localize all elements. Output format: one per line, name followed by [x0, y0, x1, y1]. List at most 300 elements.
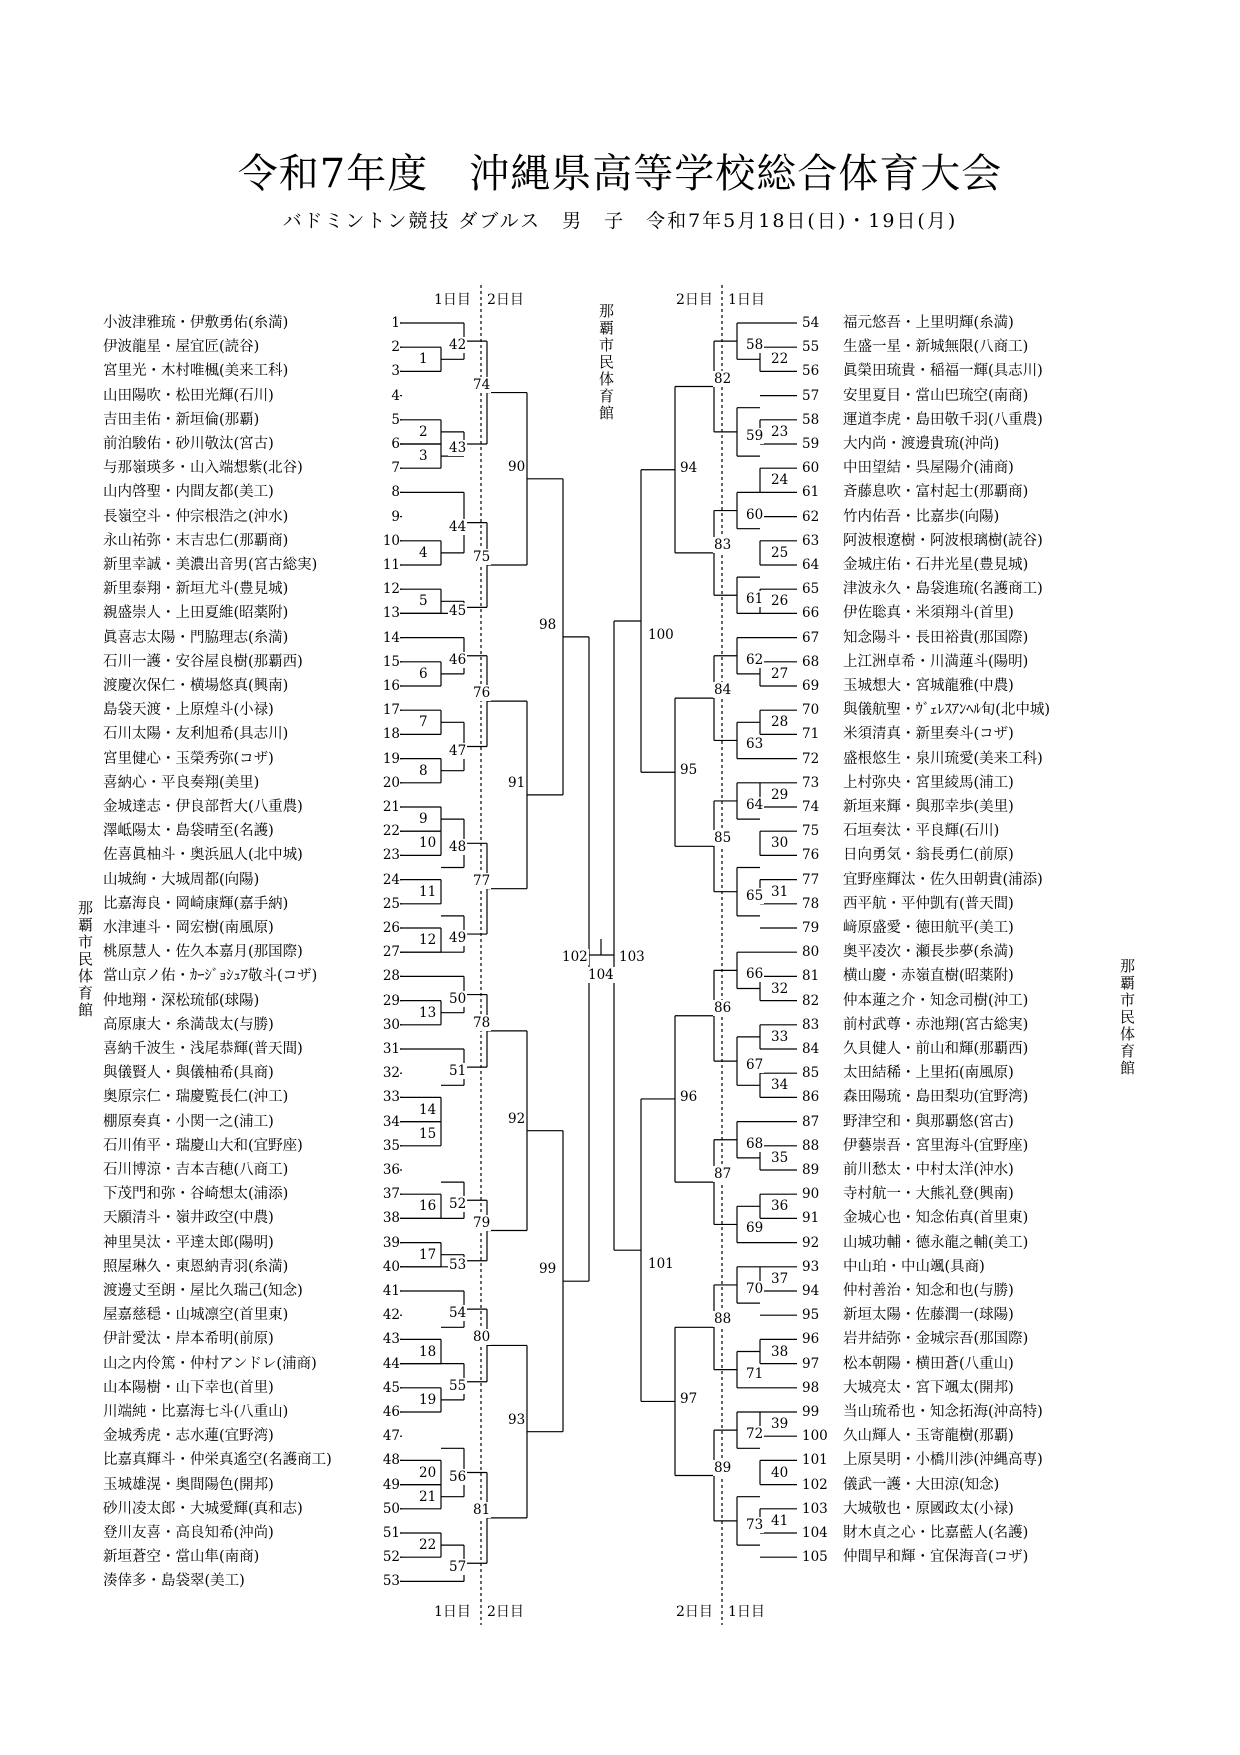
day-label-right-day1-top: 1日目 — [728, 292, 765, 308]
seed-number: 35 — [382, 1137, 400, 1154]
team-entry: 久貝健人・前山和輝(那覇西) — [843, 1041, 1029, 1057]
seed-number: 61 — [802, 484, 820, 501]
match-number: 62 — [746, 651, 764, 668]
match-number: 83 — [714, 536, 732, 553]
team-entry: 眞喜志太陽・門脇理志(糸満) — [103, 629, 289, 646]
team-entry: 松本朝陽・横田蒼(八重山) — [843, 1355, 1014, 1372]
match-number: 60 — [746, 506, 764, 523]
match-number: 68 — [746, 1135, 764, 1152]
seed-number: 14 — [382, 629, 400, 646]
team-entry: 新里泰翔・新垣尤斗(豊見城) — [103, 581, 289, 598]
match-number: 37 — [771, 1270, 789, 1287]
match-number: 13 — [419, 1004, 437, 1021]
match-number: 103 — [619, 949, 645, 965]
match-number: 33 — [771, 1028, 789, 1045]
team-entry: 石川博涼・吉本吉穂(八商工) — [103, 1162, 289, 1178]
seed-number: 64 — [802, 557, 820, 573]
team-entry: 奥原宗仁・瑞慶覧長仁(沖工) — [103, 1089, 289, 1106]
seed-number: 66 — [802, 605, 820, 622]
match-number: 20 — [419, 1464, 437, 1481]
seed-number: 82 — [802, 992, 820, 1009]
team-entry: 寺村航一・大熊礼登(興南) — [843, 1186, 1014, 1203]
team-entry: 阿波根遼樹・阿波根璃樹(読谷) — [843, 532, 1043, 549]
team-entry: 宮里健心・玉榮秀弥(コザ) — [103, 750, 274, 767]
seed-number: 23 — [382, 847, 400, 864]
team-entry: 山之内伶篤・仲村アンドレ(浦商) — [103, 1355, 317, 1372]
team-entry: 久山輝人・玉寄龍樹(那覇) — [843, 1428, 1014, 1445]
team-entry: 登川友喜・高良知希(沖尚) — [103, 1525, 274, 1541]
match-number: 48 — [449, 839, 467, 856]
team-entry: 仲本蓮之介・知念司樹(沖工) — [843, 992, 1029, 1009]
seed-number: 34 — [382, 1113, 400, 1130]
team-entry: 伊佐聡真・米須翔斗(首里) — [843, 605, 1014, 622]
seed-number: 4 — [391, 387, 400, 404]
match-number: 21 — [419, 1488, 437, 1505]
venue-label-center: 那覇市民体育館 — [598, 302, 614, 422]
team-entry: 比嘉真輝斗・仲栄真遙空(名護商工) — [103, 1452, 332, 1469]
seed-number: 40 — [382, 1258, 400, 1275]
day-label-left-day1-top: 1日目 — [434, 292, 471, 308]
team-entry: 津波永久・島袋進琉(名護商工) — [843, 581, 1043, 598]
match-number: 56 — [449, 1468, 467, 1485]
team-entry: 與儀航聖・ｳﾞｪﾚｽｱﾝﾍﾙ旬(北中城) — [843, 702, 1051, 719]
match-number: 9 — [419, 811, 428, 828]
day-label-right-day2-bottom: 2日目 — [676, 1604, 713, 1620]
match-number: 97 — [680, 1391, 698, 1408]
match-number: 88 — [714, 1311, 732, 1328]
team-entry: 石川侑平・瑞慶山大和(宜野座) — [103, 1137, 303, 1154]
match-number: 58 — [746, 337, 764, 354]
team-entry: 宮里光・木村唯楓(美来工科) — [103, 363, 289, 380]
match-number: 22 — [771, 351, 789, 368]
match-number: 40 — [771, 1464, 789, 1481]
match-number: 4 — [419, 544, 428, 561]
match-number: 34 — [771, 1077, 789, 1094]
match-number: 59 — [746, 427, 764, 444]
match-number: 41 — [771, 1512, 789, 1529]
team-entry: 金城心也・知念佑真(首里東) — [843, 1210, 1029, 1227]
seed-number: 21 — [382, 799, 400, 815]
match-number: 26 — [771, 593, 789, 610]
seed-number: 24 — [382, 871, 400, 888]
team-entry: 伊計愛汰・岸本希明(前原) — [103, 1331, 274, 1348]
match-number: 77 — [473, 872, 491, 889]
seed-number: 31 — [382, 1041, 400, 1057]
page-subtitle: バドミントン競技 ダブルス 男 子 令和7年5月18日(日)・19日(月) — [282, 210, 958, 232]
day-label-left-day2-bottom: 2日目 — [487, 1604, 524, 1620]
team-entry: 水津連斗・岡宏樹(南風原) — [103, 920, 274, 936]
match-number: 61 — [746, 591, 764, 608]
team-entry: 喜納千波生・浅尾恭輝(普天間) — [103, 1041, 303, 1057]
team-entry: 山城功輔・德永龍之輔(美工) — [843, 1234, 1029, 1251]
team-entry: 大城敬也・原國政太(小禄) — [843, 1500, 1014, 1517]
match-number: 7 — [419, 714, 428, 731]
team-entry: 金城達志・伊良部哲大(八重農) — [103, 799, 303, 815]
team-entry: 喜納心・平良奏翔(美里) — [103, 774, 260, 791]
seed-number: 78 — [802, 895, 820, 912]
seed-number: 43 — [382, 1331, 400, 1348]
seed-number: 26 — [382, 920, 400, 936]
team-entry: 運道李虎・島田敬千羽(八重農) — [843, 411, 1043, 428]
seed-number: 49 — [382, 1476, 400, 1493]
seed-number: 91 — [802, 1210, 820, 1227]
seed-number: 8 — [391, 484, 400, 501]
seed-number: 76 — [802, 847, 820, 864]
team-entry: 吉田圭佑・新垣倫(那覇) — [103, 411, 260, 428]
seed-number: 25 — [382, 895, 400, 912]
match-number: 19 — [419, 1391, 437, 1408]
seed-number: 103 — [802, 1500, 828, 1517]
match-number: 67 — [746, 1057, 764, 1074]
seed-number: 46 — [382, 1404, 400, 1420]
seed-number: 19 — [382, 750, 400, 767]
seed-number: 56 — [802, 363, 820, 380]
team-entry: 伊藝崇吾・宮里海斗(宜野座) — [843, 1137, 1029, 1154]
seed-number: 72 — [802, 750, 820, 767]
team-entry: 財木貞之心・比嘉藍人(名護) — [843, 1525, 1029, 1541]
seed-number: 57 — [802, 387, 820, 404]
team-entry: 屋嘉慈穏・山城凛空(首里東) — [103, 1307, 289, 1324]
seed-number: 70 — [802, 702, 820, 719]
match-number: 10 — [419, 835, 437, 852]
seed-number: 101 — [802, 1452, 828, 1469]
team-entry: 山田陽吹・松田光輝(石川) — [103, 387, 274, 404]
seed-number: 81 — [802, 968, 820, 985]
day-label-left-day2-top: 2日目 — [487, 292, 524, 308]
seed-number: 88 — [802, 1137, 820, 1154]
seed-number: 74 — [802, 799, 820, 815]
seed-number: 3 — [391, 363, 400, 380]
match-number: 12 — [419, 932, 437, 949]
team-entry: 天願清斗・嶺井政空(中農) — [103, 1210, 274, 1227]
seed-number: 84 — [802, 1041, 820, 1057]
venue-label-left: 那覇市民体育館 — [77, 899, 93, 1019]
seed-number: 51 — [382, 1525, 400, 1541]
team-entry: 斉藤息吹・富村起士(那覇商) — [843, 484, 1029, 501]
seed-number: 83 — [802, 1016, 820, 1033]
team-entry: 知念陽斗・長田裕貴(那国際) — [843, 629, 1029, 646]
team-entry: 当山琉希也・知念拓海(沖高特) — [843, 1404, 1043, 1420]
seed-number: 15 — [382, 653, 400, 670]
seed-number: 90 — [802, 1186, 820, 1203]
seed-number: 2 — [391, 339, 400, 356]
match-number: 15 — [419, 1125, 437, 1142]
seed-number: 67 — [802, 629, 820, 646]
match-number: 50 — [449, 990, 467, 1007]
match-number: 57 — [449, 1559, 467, 1576]
seed-number: 85 — [802, 1065, 820, 1082]
match-number: 22 — [419, 1537, 437, 1554]
seed-number: 63 — [802, 532, 820, 549]
seed-number: 50 — [382, 1500, 400, 1517]
team-entry: 太田結稀・上里拓(南風原) — [843, 1065, 1014, 1082]
match-number: 91 — [508, 774, 526, 791]
match-number: 31 — [771, 883, 789, 900]
match-number: 92 — [508, 1110, 526, 1127]
team-entry: 高原康大・糸満哉太(与勝) — [103, 1016, 274, 1033]
seed-number: 32 — [382, 1065, 400, 1082]
match-number: 72 — [746, 1426, 764, 1443]
final-match-number: 104 — [588, 967, 614, 983]
team-entry: 長嶺空斗・仲宗根浩之(沖水) — [103, 508, 289, 525]
seed-number: 30 — [382, 1016, 400, 1033]
match-number: 28 — [771, 714, 789, 731]
team-entry: 石川太陽・友利旭希(具志川) — [103, 726, 289, 743]
seed-number: 105 — [802, 1549, 828, 1566]
seed-number: 53 — [382, 1573, 400, 1590]
match-number: 27 — [771, 665, 789, 682]
match-number: 89 — [714, 1459, 732, 1476]
match-number: 45 — [449, 603, 467, 620]
team-entry: 前川愁太・中村太洋(沖水) — [843, 1162, 1014, 1178]
team-entry: 渡邊丈至朗・屋比久瑞己(知念) — [103, 1283, 303, 1299]
seed-number: 5 — [391, 411, 400, 428]
team-entry: 新垣太陽・佐藤潤一(球陽) — [843, 1307, 1014, 1324]
match-number: 71 — [746, 1365, 764, 1382]
seed-number: 54 — [802, 315, 820, 331]
match-number: 54 — [449, 1305, 467, 1322]
seed-number: 79 — [802, 920, 820, 936]
team-entry: 金城秀虎・志水蓮(宜野湾) — [103, 1428, 274, 1445]
team-entry: 米須清真・新里奏斗(コザ) — [843, 726, 1014, 743]
team-entry: 砂川凌太郎・大城愛輝(真和志) — [103, 1500, 303, 1517]
seed-number: 18 — [382, 726, 400, 743]
seed-number: 27 — [382, 944, 400, 961]
match-number: 75 — [473, 549, 491, 565]
match-number: 16 — [419, 1198, 437, 1215]
team-entry: 新垣来輝・與那幸歩(美里) — [843, 799, 1014, 815]
match-number: 39 — [771, 1416, 789, 1433]
seed-number: 16 — [382, 678, 400, 694]
seed-number: 17 — [382, 702, 400, 719]
match-number: 47 — [449, 742, 467, 759]
team-entry: 永山祐弥・末吉忠仁(那覇商) — [103, 532, 289, 549]
seed-number: 87 — [802, 1113, 820, 1130]
seed-number: 96 — [802, 1331, 820, 1348]
seed-number: 99 — [802, 1404, 820, 1420]
team-entry: 生盛一星・新城無限(八商工) — [843, 339, 1029, 356]
team-entry: 渡慶次保仁・横場悠真(興南) — [103, 678, 289, 694]
seed-number: 69 — [802, 678, 820, 694]
seed-number: 58 — [802, 411, 820, 428]
seed-number: 60 — [802, 460, 820, 477]
team-entry: 比嘉海良・岡崎康輝(嘉手納) — [103, 895, 289, 912]
match-number: 79 — [473, 1214, 491, 1231]
match-number: 82 — [714, 370, 732, 387]
team-entry: 与那嶺瑛多・山入端想紫(北谷) — [103, 460, 303, 477]
team-entry: 中山珀・中山颯(具商) — [843, 1258, 985, 1275]
match-number: 64 — [746, 796, 764, 813]
team-entry: 盛根悠生・泉川琉愛(美来工科) — [843, 750, 1043, 767]
team-entry: 下茂門和弥・谷崎想太(浦添) — [103, 1186, 289, 1203]
venue-label-right: 那覇市民体育館 — [1119, 957, 1135, 1077]
match-number: 3 — [419, 448, 428, 465]
team-entry: 奥平凌次・瀬長歩夢(糸満) — [843, 944, 1014, 961]
match-number: 42 — [449, 337, 467, 354]
team-entry: 森田陽琉・島田梨功(宜野湾) — [843, 1089, 1029, 1106]
page-title: 令和7年度 沖縄県高等学校総合体育大会 — [237, 151, 1003, 197]
match-number: 84 — [714, 682, 732, 699]
match-number: 102 — [562, 949, 588, 965]
team-entry: 小波津雅琉・伊敷勇佑(糸満) — [103, 315, 289, 331]
team-entry: 前泊駿佑・砂川敬汰(宮古) — [103, 436, 274, 452]
team-entry: 前村武尊・赤池翔(宮古総実) — [843, 1016, 1029, 1033]
team-entry: 大城亮太・宮下颯太(開邦) — [843, 1379, 1014, 1396]
seed-number: 104 — [802, 1525, 828, 1541]
match-number: 44 — [449, 518, 467, 535]
seed-number: 102 — [802, 1476, 828, 1493]
team-entry: 神里昊汰・平達太郎(陽明) — [103, 1234, 274, 1251]
seed-number: 20 — [382, 774, 400, 791]
team-entry: 川端純・比嘉海七斗(八重山) — [103, 1404, 289, 1420]
seed-number: 73 — [802, 774, 820, 791]
seed-number: 92 — [802, 1234, 820, 1251]
seed-number: 37 — [382, 1186, 400, 1203]
team-entry: 上村弥央・宮里綾馬(浦工) — [843, 774, 1014, 791]
match-number: 65 — [746, 887, 764, 904]
match-number: 36 — [771, 1198, 789, 1215]
match-number: 99 — [539, 1261, 557, 1278]
team-entry: 伊波龍星・屋宜匠(読谷) — [103, 339, 260, 356]
match-number: 101 — [648, 1256, 674, 1273]
match-number: 23 — [771, 423, 789, 440]
match-number: 73 — [746, 1516, 764, 1533]
match-number: 94 — [680, 459, 698, 476]
team-entry: 石垣奏汰・平良輝(石川) — [843, 823, 1000, 840]
match-number: 85 — [714, 830, 732, 847]
match-number: 63 — [746, 736, 764, 753]
seed-number: 9 — [391, 508, 400, 525]
match-number: 95 — [680, 762, 698, 779]
match-number: 98 — [539, 616, 557, 633]
team-entry: 眞榮田琉貴・稲福一輝(具志川) — [843, 363, 1043, 380]
seed-number: 36 — [382, 1162, 400, 1178]
match-number: 25 — [771, 544, 789, 561]
team-entry: 儀武一護・大田涼(知念) — [843, 1476, 1000, 1493]
team-entry: 横山慶・赤嶺直樹(昭薬附) — [843, 968, 1014, 985]
seed-number: 86 — [802, 1089, 820, 1106]
team-entry: 玉城想大・宮城龍雅(中農) — [843, 678, 1014, 694]
seed-number: 94 — [802, 1283, 820, 1299]
match-number: 11 — [419, 883, 437, 900]
day-label-left-day1-bottom: 1日目 — [434, 1604, 471, 1620]
match-number: 5 — [419, 593, 428, 610]
team-entry: 安里夏目・當山巴琉空(南商) — [843, 387, 1029, 404]
team-entry: 中田望結・呉屋陽介(浦商) — [843, 460, 1014, 477]
match-number: 46 — [449, 651, 467, 668]
match-number: 29 — [771, 786, 789, 803]
team-entry: 與儀賢人・與儀柚希(具商) — [103, 1065, 274, 1082]
seed-number: 33 — [382, 1089, 400, 1106]
team-entry: 棚原奏真・小関一之(浦工) — [103, 1113, 274, 1130]
day-label-right-day1-bottom: 1日目 — [728, 1604, 765, 1620]
team-entry: 﨑原盛愛・徳田航平(美工) — [843, 920, 1014, 936]
seed-number: 47 — [382, 1428, 400, 1445]
team-entry: 桃原慧人・佐久本嘉月(那国際) — [103, 944, 303, 961]
seed-number: 71 — [802, 726, 820, 743]
seed-number: 39 — [382, 1234, 400, 1251]
team-entry: 上原昊明・小橋川渉(沖縄高専) — [843, 1452, 1043, 1469]
match-number: 52 — [449, 1196, 467, 1213]
match-number: 35 — [771, 1149, 789, 1166]
team-entry: 西平航・平仲凱有(普天間) — [843, 895, 1014, 912]
match-number: 43 — [449, 440, 467, 456]
match-number: 30 — [771, 835, 789, 852]
team-entry: 仲村善治・知念和也(与勝) — [843, 1283, 1014, 1299]
team-entry: 金城庄佑・石井光星(豊見城) — [843, 557, 1029, 573]
team-entry: 福元悠吾・上里明輝(糸満) — [843, 315, 1014, 331]
seed-number: 7 — [391, 460, 400, 477]
team-entry: 玉城雄滉・奥間陽色(開邦) — [103, 1476, 274, 1493]
seed-number: 1 — [391, 315, 400, 331]
match-number: 69 — [746, 1220, 764, 1237]
day-label-right-day2-top: 2日目 — [676, 292, 713, 308]
team-entry: 大内尚・渡邊貴琉(沖尚) — [843, 436, 1000, 452]
seed-number: 10 — [382, 532, 400, 549]
match-number: 14 — [419, 1101, 437, 1118]
match-number: 49 — [449, 930, 467, 947]
team-entry: 宜野座輝汰・佐久田朝貴(浦添) — [843, 871, 1043, 888]
seed-number: 22 — [382, 823, 400, 840]
match-number: 87 — [714, 1166, 732, 1183]
seed-number: 95 — [802, 1307, 820, 1324]
match-number: 17 — [419, 1246, 437, 1263]
seed-number: 38 — [382, 1210, 400, 1227]
team-entry: 山城絢・大城周都(向陽) — [103, 871, 260, 888]
match-number: 90 — [508, 458, 526, 475]
seed-number: 80 — [802, 944, 820, 961]
match-number: 2 — [419, 423, 428, 440]
match-number: 18 — [419, 1343, 437, 1360]
team-entry: 澤岻陽太・島袋晴至(名護) — [103, 823, 274, 840]
team-entry: 山本陽樹・山下幸也(首里) — [103, 1379, 274, 1396]
seed-number: 59 — [802, 436, 820, 452]
match-number: 1 — [419, 351, 428, 368]
seed-number: 65 — [802, 581, 820, 598]
team-entry: 親盛崇人・上田夏維(昭薬附) — [103, 605, 289, 622]
match-number: 78 — [473, 1014, 491, 1031]
seed-number: 11 — [382, 557, 400, 573]
match-number: 93 — [508, 1411, 526, 1428]
seed-number: 45 — [382, 1379, 400, 1396]
team-entry: 當山京ノ佑・ｶｰｼﾞｮｼｭｱ敬斗(コザ) — [103, 968, 318, 985]
match-number: 6 — [419, 665, 428, 682]
seed-number: 68 — [802, 653, 820, 670]
match-number: 76 — [473, 685, 491, 702]
team-entry: 岩井結弥・金城宗吾(那国際) — [843, 1331, 1029, 1348]
seed-number: 48 — [382, 1452, 400, 1469]
seed-number: 41 — [382, 1283, 400, 1299]
team-entry: 佐喜眞柚斗・奥浜凪人(北中城) — [103, 847, 303, 864]
team-entry: 竹内佑吾・比嘉歩(向陽) — [843, 508, 1000, 525]
team-entry: 仲間早和輝・宜保海音(コザ) — [843, 1549, 1029, 1566]
team-entry: 島袋天渡・上原煌斗(小禄) — [103, 702, 274, 719]
team-entry: 仲地翔・深松琉郁(球陽) — [103, 992, 260, 1009]
match-number: 70 — [746, 1280, 764, 1297]
seed-number: 89 — [802, 1162, 820, 1178]
match-number: 24 — [771, 472, 789, 489]
team-entry: 湊倖多・島袋翠(美工) — [103, 1573, 245, 1590]
seed-number: 52 — [382, 1549, 400, 1566]
match-number: 81 — [473, 1501, 491, 1518]
team-entry: 上江洲卓希・川満蓮斗(陽明) — [843, 653, 1029, 670]
seed-number: 98 — [802, 1379, 820, 1396]
team-entry: 石川一護・安谷屋良樹(那覇西) — [103, 653, 303, 670]
seed-number: 75 — [802, 823, 820, 840]
match-number: 80 — [473, 1329, 491, 1346]
seed-number: 100 — [802, 1428, 828, 1445]
seed-number: 28 — [382, 968, 400, 985]
